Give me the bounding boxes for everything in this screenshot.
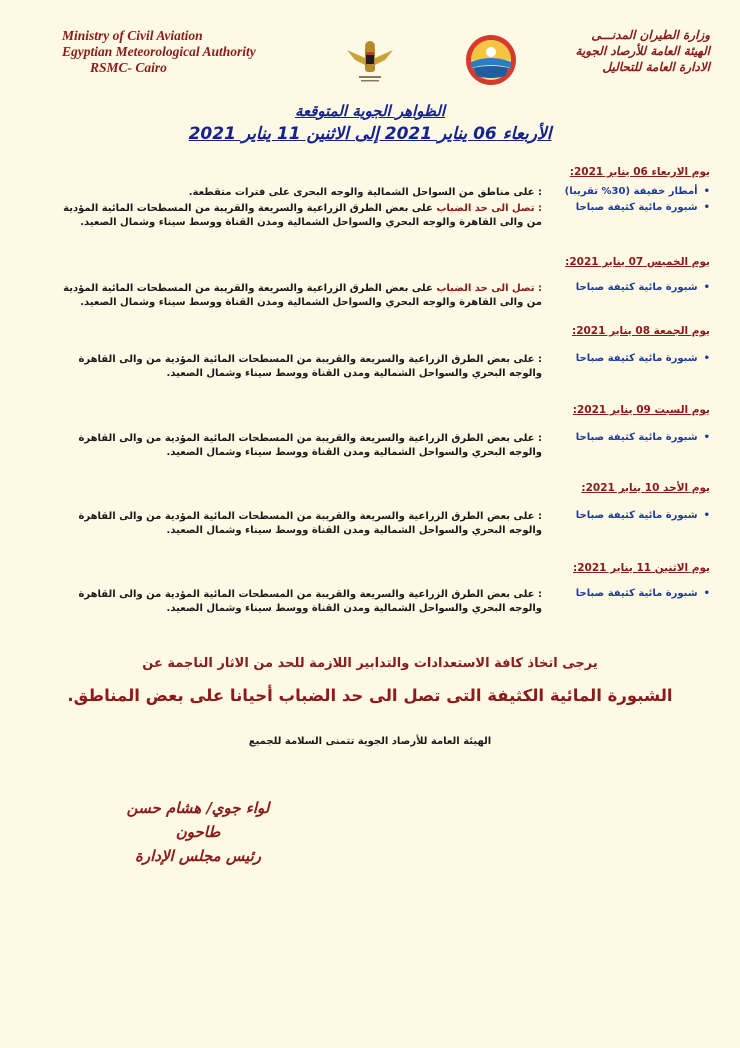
header-ministry-ar: وزارة الطيران المدنـــى <box>591 28 710 42</box>
bullet-icon: • <box>703 432 710 443</box>
phenomenon-text: شبورة مائية كثيفة صباحا <box>575 432 698 443</box>
day-block-thursday <box>50 256 710 316</box>
ministry-eagle-logo <box>345 38 395 84</box>
phenomenon-description: : على بعض الطرق الزراعية والسريعة والقريبة من المسطحات المائية المؤدية من والى القاهرة والوجه البحري والسواحل الشمالية ومدن القناة ووسط سيناء وشمال الصعيد. <box>78 433 542 458</box>
bullet-icon: • <box>703 353 710 364</box>
phenomenon-label <box>542 432 710 443</box>
phenomenon-description: : على بعض الطرق الزراعية والسريعة والقريبة من المسطحات المائية المؤدية من والى القاهرة والوجه البحري والسواحل الشمالية ومدن القناة ووسط سيناء وشمال الصعيد. <box>78 511 542 536</box>
phenomenon-text: شبورة مائية كثيفة صباحا <box>575 282 698 293</box>
description-text: على بعض الطرق الزراعية والسريعة والقريبة من المسطحات المائية المؤدية من والى القاهرة والوجه البحري والسواحل الشمالية ومدن القناة ووسط سيناء وشمال الصعيد. <box>63 203 542 228</box>
signature-block <box>118 796 278 868</box>
day-heading: يوم الاثنين 11 يناير 2021: <box>573 562 710 574</box>
description-text: على بعض الطرق الزراعية والسريعة والقريبة من المسطحات المائية المؤدية من والى القاهرة والوجه البحري والسواحل الشمالية ومدن القناة ووسط سيناء وشمال الصعيد. <box>63 283 542 308</box>
day-block-saturday <box>50 404 710 464</box>
bullet-icon: • <box>703 282 710 293</box>
day-block-wednesday <box>50 166 710 246</box>
bullet-icon: • <box>703 588 710 599</box>
document-title: الظواهر الجوية المتوقعة <box>294 102 446 120</box>
day-heading: يوم السبت 09 يناير 2021: <box>572 404 710 416</box>
phenomenon-label <box>542 510 710 521</box>
header-authority: Egyptian Meteorological Authority <box>62 44 256 59</box>
phenomenon-label <box>542 202 710 213</box>
day-block-monday <box>50 562 710 622</box>
phenomenon-label <box>542 353 710 364</box>
phenomenon-label <box>542 186 710 197</box>
phenomenon-description <box>50 202 542 230</box>
phenomenon-text: أمطار خفيفة (30% تقريبا) <box>564 186 698 197</box>
day-heading: يوم الاربعاء 06 يناير 2021: <box>569 166 710 178</box>
header-arabic <box>575 27 710 75</box>
phenomenon-description: : على مناطق من السواحل الشمالية والوجه البحرى على فترات متقطعة. <box>188 187 542 198</box>
closing-message: الهيئة العامة للأرصاد الجوية تتمنى السلامة للجميع <box>248 736 492 747</box>
bullet-icon: • <box>703 202 710 213</box>
header-ministry: Ministry of Civil Aviation <box>62 28 203 43</box>
document-date-range: الأربعاء 06 يناير 2021 إلى الاثنين 11 يناير 2021 <box>188 124 552 144</box>
warning-line-1: يرجى اتخاذ كافة الاستعدادات والتدابير اللازمة للحد من الاثار الناجمة عن <box>142 656 598 671</box>
phenomenon-description: : على بعض الطرق الزراعية والسريعة والقريبة من المسطحات المائية المؤدية من والى القاهرة والوجه البحري والسواحل الشمالية ومدن القناة ووسط سيناء وشمال الصعيد. <box>78 589 542 614</box>
phenomenon-text: شبورة مائية كثيفة صباحا <box>575 588 698 599</box>
phenomenon-label <box>542 282 710 293</box>
day-heading: يوم الجمعة 08 يناير 2021: <box>571 325 710 337</box>
phenomenon-description <box>50 282 542 310</box>
header-rsmc: RSMC- Cairo <box>90 60 167 75</box>
signature-name: لواء جوي/ هشام حسن طاحون <box>126 799 270 841</box>
ema-circular-logo <box>465 34 517 86</box>
bullet-icon: • <box>703 510 710 521</box>
fog-highlight: : تصل الى حد الضباب <box>436 203 542 214</box>
header-authority-ar: الهيئة العامة للأرصاد الجوية <box>575 44 710 58</box>
signature-title: رئيس مجلس الإدارة <box>135 847 261 865</box>
day-block-sunday <box>50 482 710 542</box>
bullet-icon: • <box>703 186 710 197</box>
phenomenon-description: : على بعض الطرق الزراعية والسريعة والقريبة من المسطحات المائية المؤدية من والى القاهرة والوجه البحري والسواحل الشمالية ومدن القناة ووسط سيناء وشمال الصعيد. <box>78 354 542 379</box>
day-heading: يوم الخميس 07 يناير 2021: <box>565 256 710 268</box>
day-block-friday <box>50 325 710 385</box>
warning-line-2: الشبورة المائية الكثيفة التى تصل الى حد الضباب أحيانا على بعض المناطق. <box>67 686 673 705</box>
day-heading: يوم الأحد 10 يناير 2021: <box>581 482 710 494</box>
phenomenon-text: شبورة مائية كثيفة صباحا <box>575 353 698 364</box>
header-english <box>62 28 256 76</box>
phenomenon-text: شبورة مائية كثيفة صباحا <box>575 510 698 521</box>
phenomenon-text: شبورة مائية كثيفة صباحا <box>575 202 698 213</box>
header-department-ar: الادارة العامة للتحاليل <box>602 60 710 74</box>
fog-highlight: : تصل الى حد الضباب <box>436 283 542 294</box>
phenomenon-label <box>542 588 710 599</box>
